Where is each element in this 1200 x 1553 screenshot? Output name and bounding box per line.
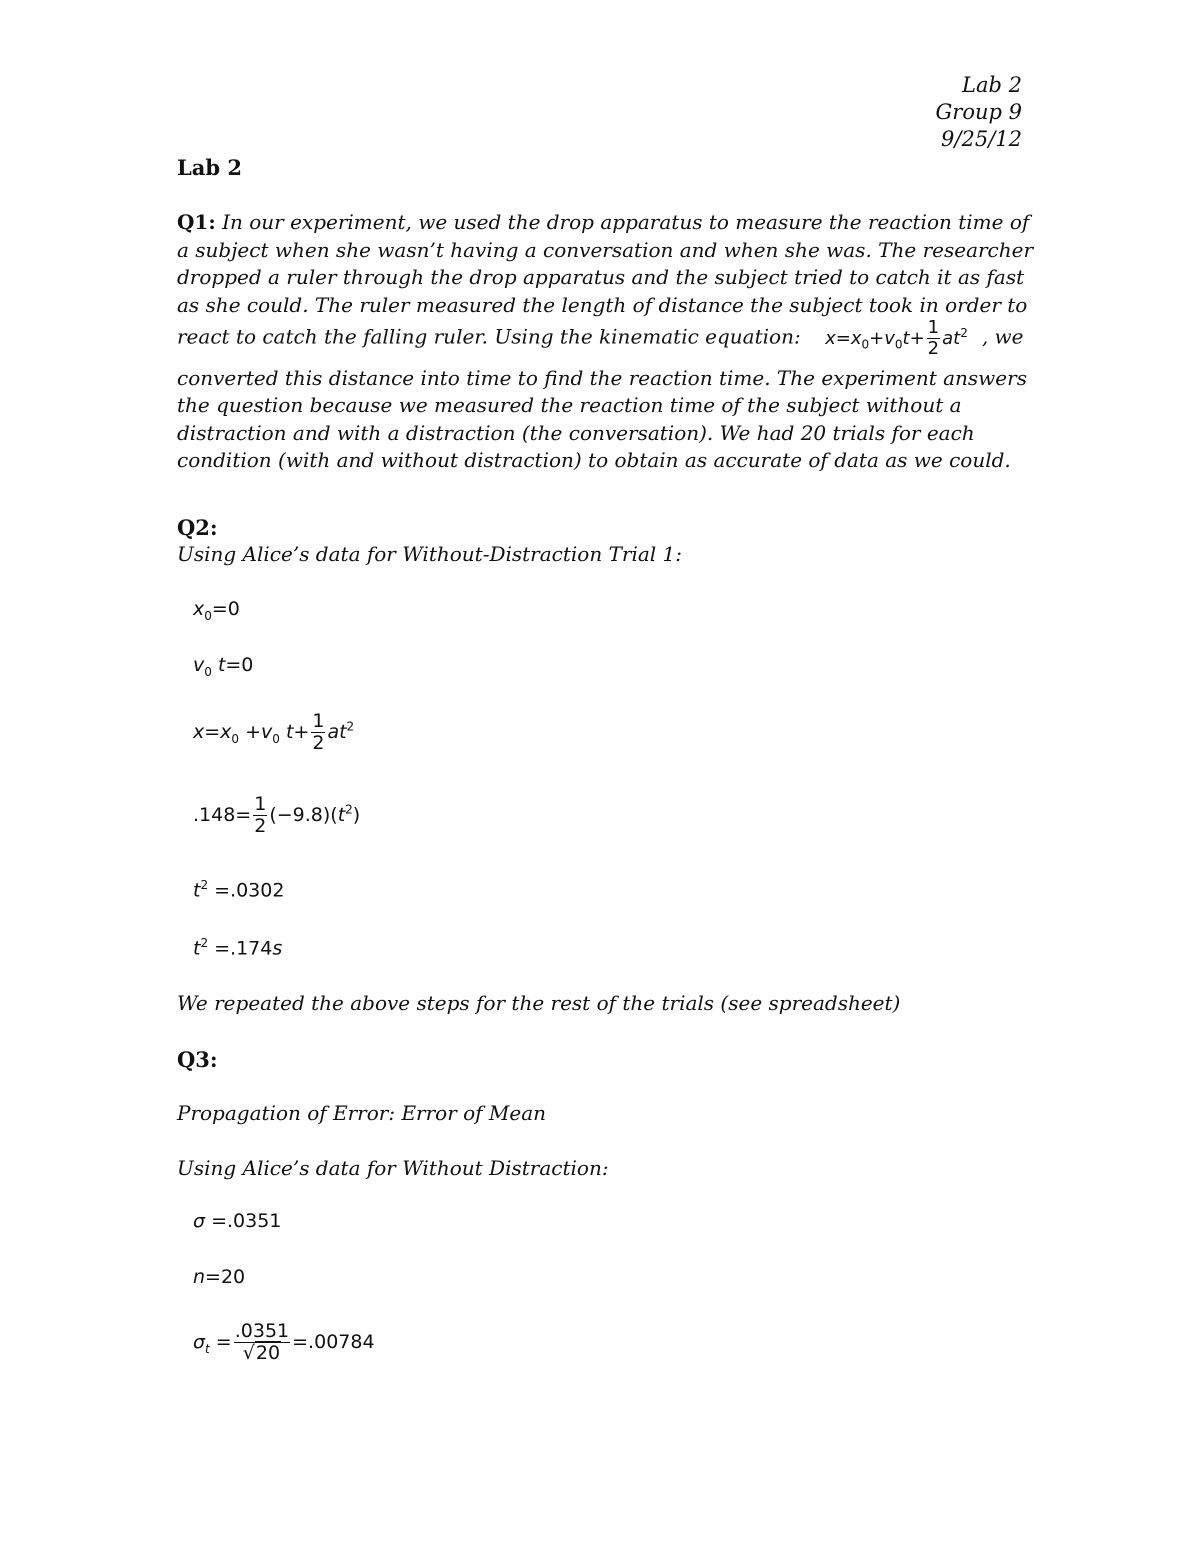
q1-text-a: In our experiment, we used the drop apparatus to measure the reaction time of a subject when she wasn’t having a conversation and when she was. The researcher dropped a ruler through the drop apparatus and the subject tried to catch it as fast as she could. The ruler measured the length of distance the subject took in order to react to catch the falling ruler. Using the kinematic equation: <box>177 210 1034 349</box>
q1-paragraph <box>177 209 1037 475</box>
header-block <box>936 72 1022 153</box>
q2-heading: Q2: <box>177 515 218 540</box>
q1-text-c: converted this distance into time to find the reaction time. The experiment answers the question because we measured the reaction time of the subject without a distraction and with a distraction (the conversation). We had 20 trials for each condition (with and without distraction) to obtain as accurate of data as we could. <box>177 365 1027 473</box>
eq-t-result: $t^2 =.174s$ <box>193 936 283 960</box>
eq-substituted: .148= $\frac{1}{2}$ $(-9.8)(t^2)$ <box>193 793 361 837</box>
eq-v0t: $v_0$ t=0 <box>193 654 254 679</box>
q1-label: Q1: <box>177 210 216 234</box>
document-title: Lab 2 <box>177 155 242 180</box>
header-lab: Lab 2 <box>962 73 1022 97</box>
eq-sigma-t: $\sigma_t$ = $\frac{.0351}{√20}$ =.00784 <box>193 1320 375 1364</box>
header-date: 9/25/12 <box>941 127 1022 151</box>
q2-footer: We repeated the above steps for the rest of the trials (see spreadsheet) <box>177 991 901 1015</box>
eq-x0: $x_0=0$ <box>193 598 240 623</box>
q2-intro: Using Alice’s data for Without-Distraction Trial 1: <box>177 542 683 566</box>
eq-n: n=20 <box>193 1266 246 1288</box>
q1-text-b: , we <box>981 324 1024 349</box>
q3-line1: Propagation of Error: Error of Mean <box>177 1101 547 1125</box>
kinematic-equation-inline: $x=x_0+v_0t+$ $\frac{1}{2}$ $at^2$ <box>825 317 968 359</box>
eq-t-squared: $t^2 =.0302$ <box>193 878 285 902</box>
eq-kinematic: $x=x_0 +v_0$ t+ $\frac{1}{2}$ $at^2$ <box>193 710 355 754</box>
q3-heading: Q3: <box>177 1047 218 1072</box>
q3-line2: Using Alice’s data for Without Distraction: <box>177 1156 609 1180</box>
eq-sigma: σ =.0351 <box>193 1210 282 1232</box>
header-group: Group 9 <box>935 100 1022 124</box>
